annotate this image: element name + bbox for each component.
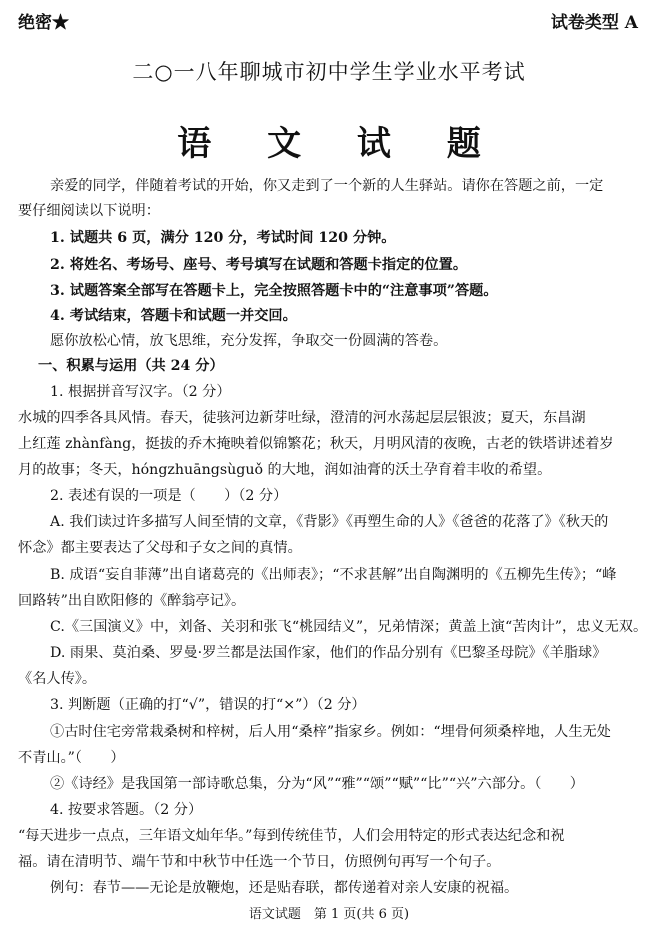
question-stem: 4. 按要求答题。（2 分） [50,802,203,818]
instruction-item: 4. 考试结束，答题卡和试题一并交回。 [50,308,297,324]
subject-title: 语 文 试 题 [177,124,503,164]
question-text: 上红莲 zhànfàng，挺拔的乔木掩映着似锦繁花；秋天，月明风清的夜晚，古老的铁塔讲述着岁 [18,436,614,452]
paper-type-label: 试卷类型 A [550,13,638,33]
section-heading: 一、积累与运用（共 24 分） [38,358,224,374]
option-text: 回路转”出自欧阳修的《醉翁亭记》。 [18,593,246,609]
wish-line: 愿你放松心情，放飞思维，充分发挥，争取交一份圆满的答卷。 [50,333,448,349]
question-text: 不青山。”（ ） [18,750,125,766]
option-text: B. 成语“妄自菲薄”出自诸葛亮的《出师表》；“不求甚解”出自陶渊明的《五柳先生传》；“峰 [50,567,617,583]
exam-title: 二○一八年聊城市初中学生学业水平考试 [132,60,526,84]
instruction-item: 2. 将姓名、考场号、座号、考号填写在试题和答题卡指定的位置。 [50,257,468,273]
question-text: 福。请在清明节、端午节和中秋节中任选一个节日，仿照例句再写一个句子。 [18,854,501,870]
question-text: 月的故事；冬天，hóngzhuāngsùguǒ 的大地，润如油膏的沃土孕育着丰收的希望。 [18,462,552,478]
question-stem: 1. 根据拼音写汉字。（2 分） [50,384,231,400]
page-footer: 语文试题 第 1 页(共 6 页) [248,907,410,922]
intro-line: 要仔细阅读以下说明： [18,203,160,219]
option-text: 怀念》都主要表达了父母和子女之间的真情。 [18,540,302,556]
intro-line: 亲爱的同学，伴随着考试的开始，你又走到了一个新的人生驿站。请你在答题之前，一定 [50,178,604,194]
option-text: A. 我们读过许多描写人间至情的文章，《背影》《再塑生命的人》《爸爸的花落了》《秋天的 [50,514,609,530]
question-stem: 3. 判断题（正确的打“√”，错误的打“×”）（2 分） [50,697,366,713]
option-text: D. 雨果、莫泊桑、罗曼·罗兰都是法国作家，他们的作品分别有《巴黎圣母院》《羊脂球》 [50,645,607,661]
instruction-item: 3. 试题答案全部写在答题卡上，完全按照答题卡中的“注意事项”答题。 [50,283,498,299]
question-text: 例句：春节——无论是放鞭炮，还是贴春联，都传递着对亲人安康的祝福。 [50,880,519,896]
question-text: ②《诗经》是我国第一部诗歌总集，分为“风”“雅”“颂”“赋”“比”“兴”六部分。（ ） [50,776,584,792]
question-stem: 2. 表述有误的一项是（ ）（2 分） [50,488,288,504]
instruction-item: 1. 试题共 6 页，满分 120 分，考试时间 120 分钟。 [50,230,396,246]
secret-label: 绝密★ [18,13,69,33]
option-text: C.《三国演义》中，刘备、关羽和张飞“桃园结义”，兄弟情深；黄盖上演“苦肉计”，忠义无双。 [50,619,648,635]
question-text: 水城的四季各具风情。春天，徒骇河边新芽吐绿，澄清的河水荡起层层银波；夏天，东昌湖 [18,410,586,426]
question-text: “每天进步一点点，三年语文灿年华。”每到传统佳节，人们会用特定的形式表达纪念和祝 [18,828,565,844]
option-text: 《名人传》。 [18,671,97,687]
question-text: ①古时住宅旁常栽桑树和梓树，后人用“桑梓”指家乡。例如：“埋骨何须桑梓地，人生无处 [50,724,611,740]
